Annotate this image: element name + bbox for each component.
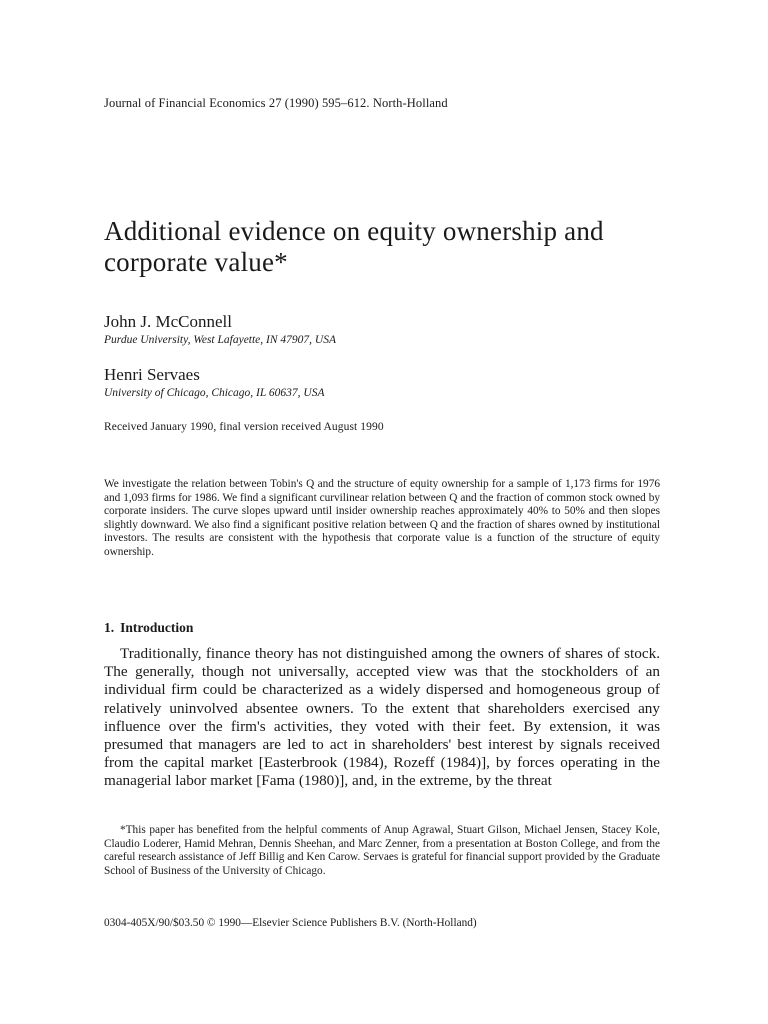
received-dates: Received January 1990, final version received August 1990 — [104, 421, 384, 433]
author-affiliation: University of Chicago, Chicago, IL 60637, USA — [104, 387, 325, 399]
abstract: We investigate the relation between Tobin's Q and the structure of equity ownership for a sample of 1,173 firms for 1976 and 1,093 firms for 1986. We find a significant curvilinear relation between Q and the fraction of common stock owned by corporate insiders. The curve slopes upward until insider ownership reaches approximately 40% to 50% and then slopes slightly downward. We also find a significant positive relation between Q and the fraction of shares owned by institutional investors. The results are consistent with the hypothesis that corporate value is a function of the structure of equity ownership. — [104, 478, 660, 558]
acknowledgement-footnote: *This paper has benefited from the helpful comments of Anup Agrawal, Stuart Gilson, Michael Jensen, Stacey Kole, Claudio Loderer, Hamid Mehran, Dennis Sheehan, and Marc Zenner, from a presentation at Boston College, and from the careful research assistance of Jeff Billig and Ken Carow. Servaes is grateful for financial support provided by the Graduate School of Business of the University of Chicago. — [104, 824, 660, 877]
section-heading — [104, 620, 193, 636]
journal-citation: Journal of Financial Economics 27 (1990) 595–612. North-Holland — [104, 96, 448, 110]
author-affiliation: Purdue University, West Lafayette, IN 47907, USA — [104, 334, 336, 346]
section-number: 1. — [104, 620, 115, 635]
copyright-line: 0304-405X/90/$03.50 © 1990—Elsevier Science Publishers B.V. (North-Holland) — [104, 917, 477, 929]
article-title: Additional evidence on equity ownership and corporate value* — [104, 216, 604, 277]
section-title: Introduction — [120, 620, 194, 635]
introduction-paragraph: Traditionally, finance theory has not distinguished among the owners of shares of stock. The generally, though not universally, accepted view was that the stockholders of an individual firm could be characterized as a widely dispersed and homogeneous group of relatively uninvolved absentee owners. To the extent that shareholders exercised any influence over the firm's activities, they voted with their feet. By extension, it was presumed that managers are led to act in shareholders' best interest by signals received from the capital market [Easterbrook (1984), Rozeff (1984)], by forces operating in the managerial labor market [Fama (1980)], and, in the extreme, by the threat — [104, 645, 660, 790]
author-name: Henri Servaes — [104, 365, 200, 384]
author-name: John J. McConnell — [104, 312, 232, 331]
